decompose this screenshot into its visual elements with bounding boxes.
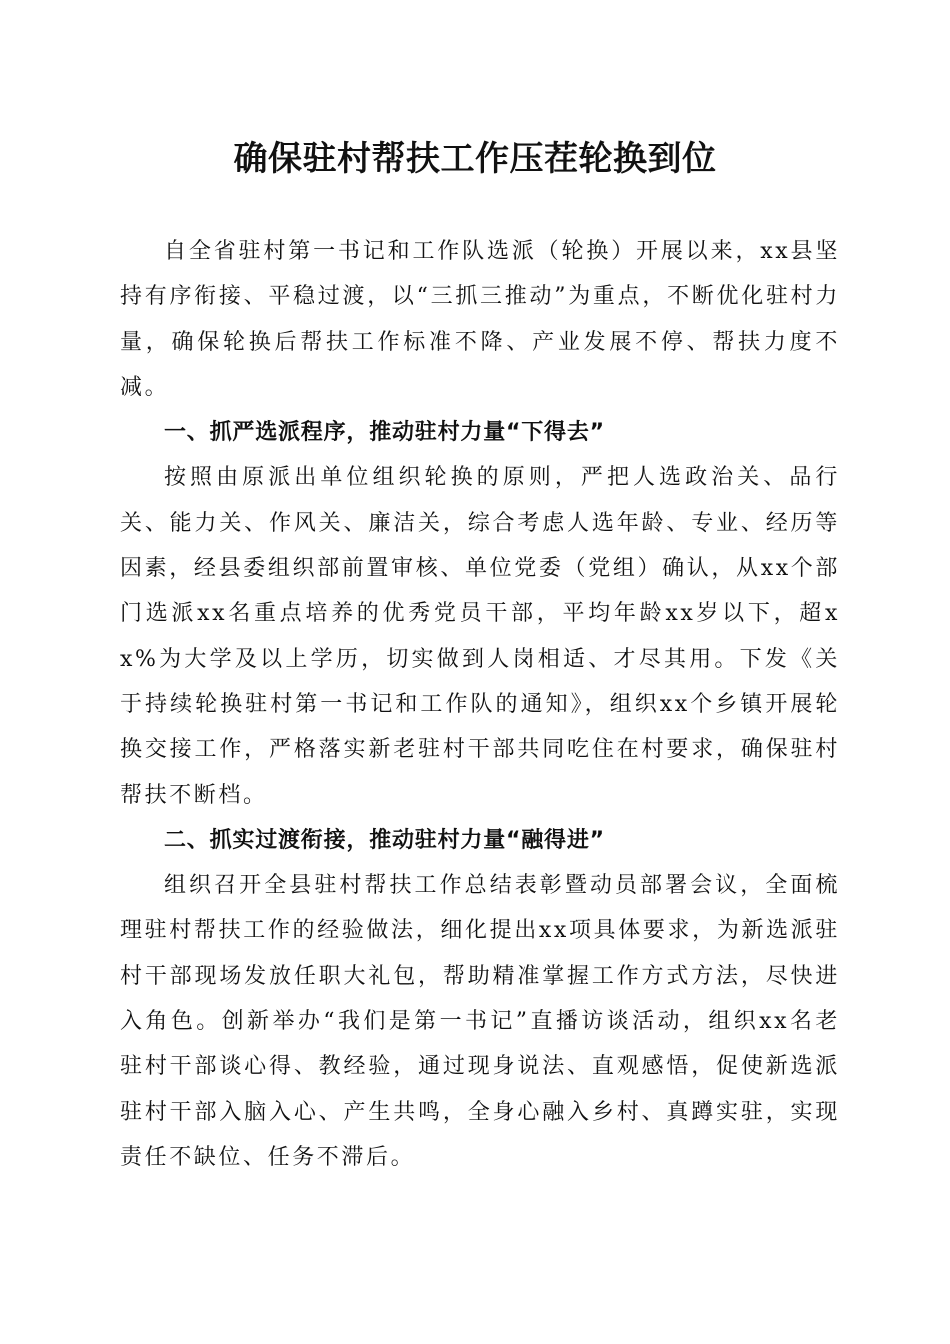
- document-title: 确保驻村帮扶工作压茬轮换到位: [233, 139, 717, 179]
- section-1-paragraph: 按照由原派出单位组织轮换的原则，严把人选政治关、品行关、能力关、作风关、廉洁关，综合考虑人选年龄、专业、经历等因素，经县委组织部前置审核、单位党委（党组）确认，从xx个部门选派xx名重点培养的优秀党员干部，平均年龄xx岁以下，超xx%为大学及以上学历，切实做到人岗相适、才尽其用。下发《关于持续轮换驻村第一书记和工作队的通知》，组织xx个乡镇开展轮换交接工作，严格落实新老驻村干部共同吃住在村要求，确保驻村帮扶不断档。: [120, 465, 840, 808]
- section-2-paragraph: 组织召开全县驻村帮扶工作总结表彰暨动员部署会议，全面梳理驻村帮扶工作的经验做法，细化提出xx项具体要求，为新选派驻村干部现场发放任职大礼包，帮助精准掌握工作方式方法，尽快进入角色。创新举办“我们是第一书记”直播访谈活动，组织xx名老驻村干部谈心得、教经验，通过现身说法、直观感悟，促使新选派驻村干部入脑入心、产生共鸣，全身心融入乡村、真蹲实驻，实现责任不缺位、任务不滞后。: [120, 873, 840, 1170]
- document-body: [120, 229, 840, 1180]
- section-heading-2: 二、抓实过渡衔接，推动驻村力量“融得进”: [164, 827, 605, 853]
- section-heading-1: 一、抓严选派程序，推动驻村力量“下得去”: [164, 420, 605, 446]
- intro-paragraph: 自全省驻村第一书记和工作队选派（轮换）开展以来，xx县坚持有序衔接、平稳过渡，以“三抓三推动”为重点，不断优化驻村力量，确保轮换后帮扶工作标准不降、产业发展不停、帮扶力度不减。: [120, 239, 840, 400]
